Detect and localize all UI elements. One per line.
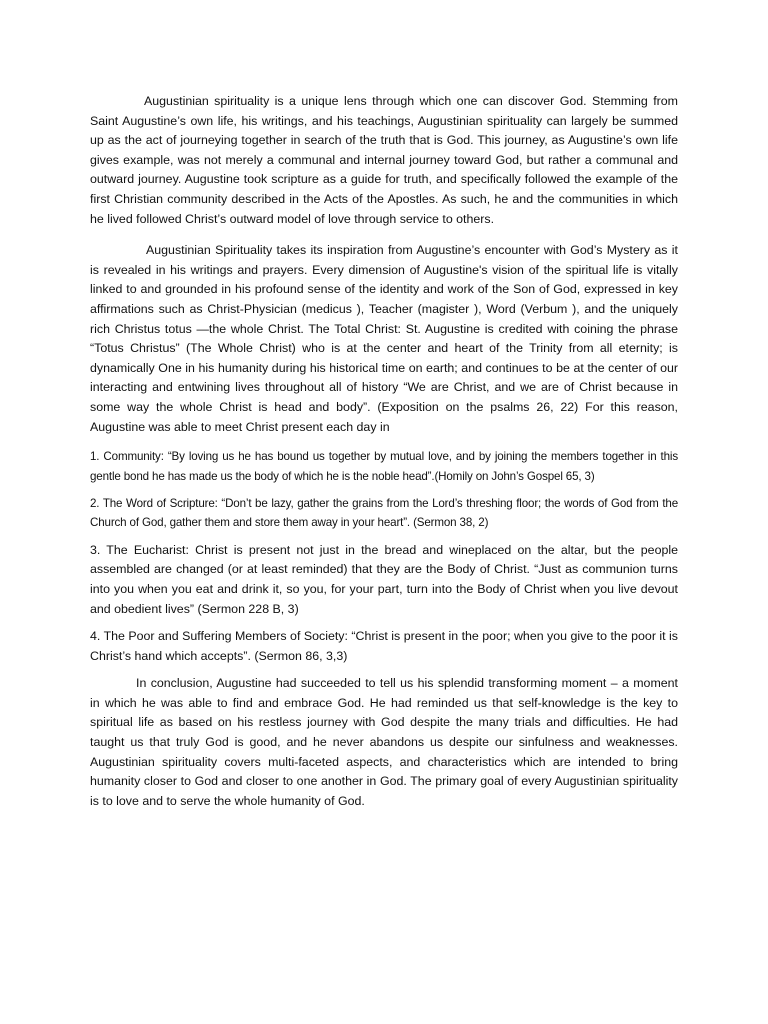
document-page xyxy=(90,92,678,811)
list-item-eucharist: 3. The Eucharist: Christ is present not just in the bread and wineplaced on the altar, but the people assembled are changed (or at least reminded) that they are the Body of Christ. “Just as communion turns into you when you eat and drink it, so you, for your part, turn into the Body of Christ when you live devout and obedient lives” (Sermon 228 B, 3) xyxy=(90,542,678,616)
list-item-word-of-scripture: 2. The Word of Scripture: “Don’t be lazy, gather the grains from the Lord’s threshing floor; the words of God from the Church of God, gather them and store them away in your heart”. (Sermon 38, 2) xyxy=(90,496,678,530)
inspiration-paragraph: Augustinian Spirituality takes its inspiration from Augustine’s encounter with God’s Mystery as it is revealed in his writings and prayers. Every dimension of Augustine's vision of the spiritual life is vitally linked to and grounded in his profound sense of the identity and work of the Son of God, expressed in key affirmations such as Christ-Physician (medicus ), Teacher (magister ), Word (Verbum ), and the uniquely rich Christus totus —the whole Christ. The Total Christ: St. Augustine is credited with coining the phrase “Totus Christus” (The Whole Christ) who is at the center and heart of the Trinity from all eternity; is dynamically One in his humanity during his historical time on earth; and continues to be at the center of our interacting and entwining lives throughout all of history “We are Christ, and we are of Christ because in some way the whole Christ is head and body”. (Exposition on the psalms 26, 22) For this reason, Augustine was able to meet Christ present each day in xyxy=(90,243,678,434)
list-item-community: 1. Community: “By loving us he has bound us together by mutual love, and by joining the members together in this gentle bond he has made us the body of which he is the noble head”.(Homily on John’s Gospel 65, 3) xyxy=(90,450,678,483)
intro-paragraph: Augustinian spirituality is a unique lens through which one can discover God. Stemming from Saint Augustine’s own life, his writings, and his teachings, Augustinian spirituality can largely be summed up as the act of journeying together in search of the truth that is God. This journey, as Augustine’s own life gives example, was not merely a communal and internal journey toward God, but rather a communal and outward journey. Augustine took scripture as a guide for truth, and specifically followed the example of the first Christian community described in the Acts of the Apostles. As such, he and the communities in which he lived followed Christ’s outward model of love through service to others. xyxy=(90,94,678,226)
list-item-poor-and-suffering: 4. The Poor and Suffering Members of Society: “Christ is present in the poor; when you give to the poor it is Christ’s hand which accepts”. (Sermon 86, 3,3) xyxy=(90,629,678,663)
conclusion-paragraph: In conclusion, Augustine had succeeded to tell us his splendid transforming moment – a moment in which he was able to find and embrace God. He had reminded us that self-knowledge is the key to spiritual life as based on his restless journey with God despite the many trials and difficulties. He had taught us that truly God is good, and he never abandons us despite our sinfulness and weaknesses. Augustinian spirituality covers multi-faceted aspects, and characteristics which are intended to bring humanity closer to God and closer to one another in God. The primary goal of every Augustinian spirituality is to love and to serve the whole humanity of God. xyxy=(90,676,678,808)
presence-list xyxy=(90,447,678,666)
